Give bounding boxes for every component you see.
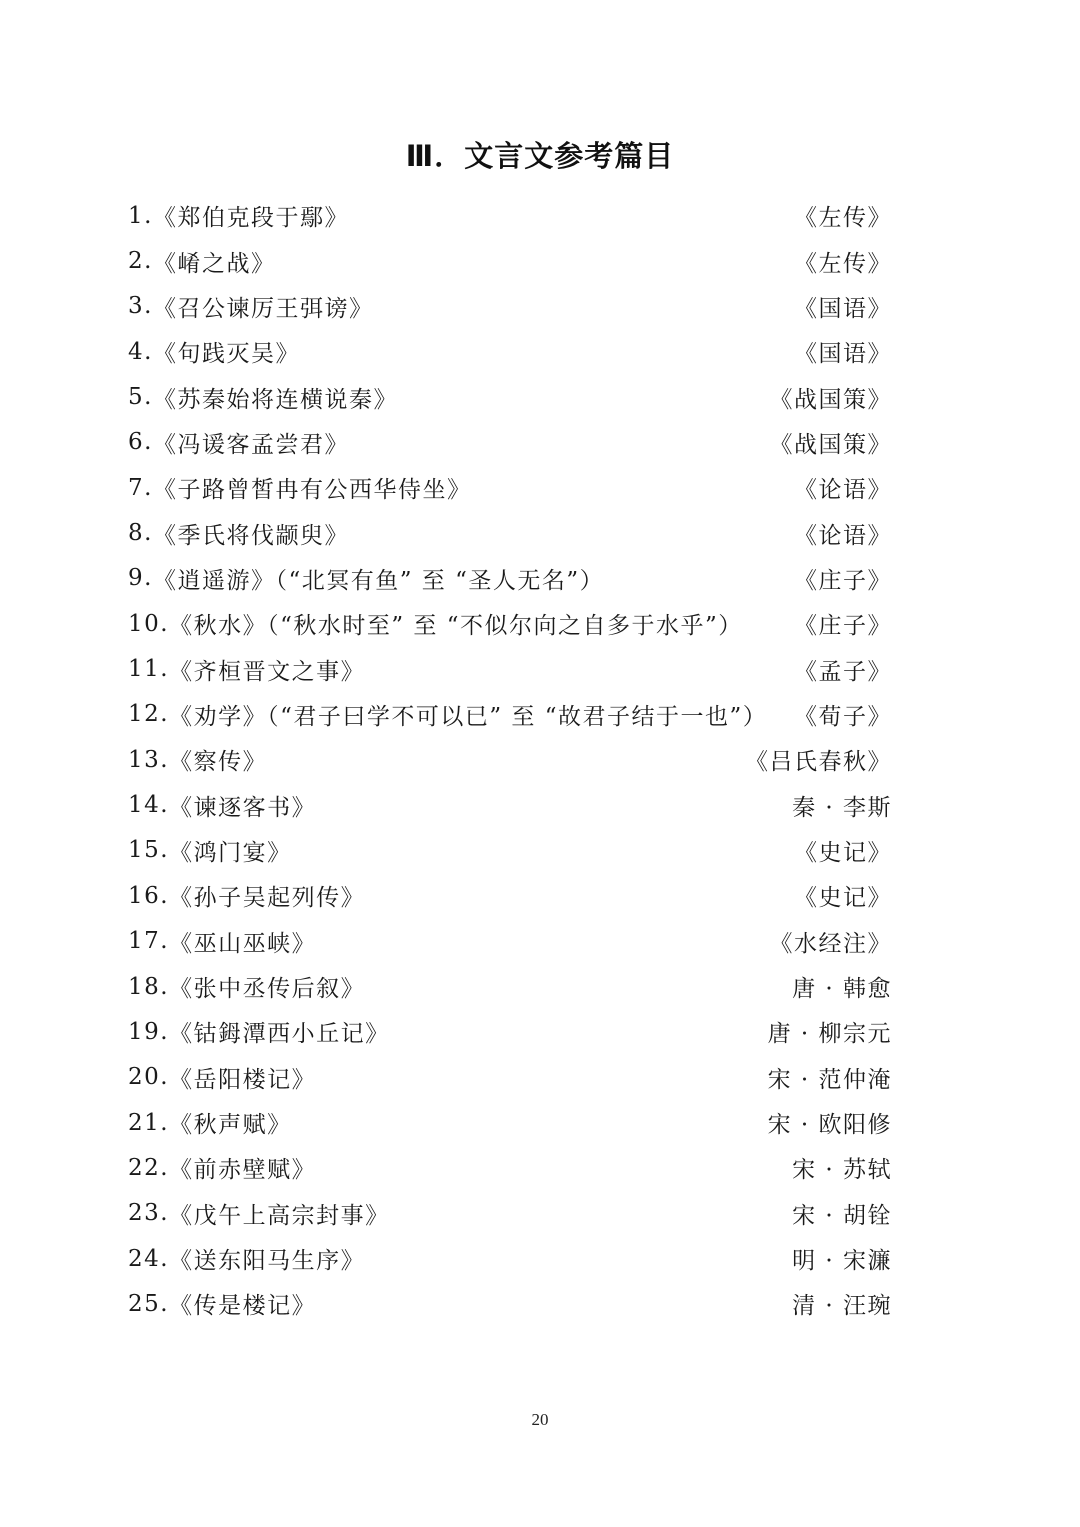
list-item-number: 11. bbox=[128, 656, 170, 683]
list-item-number: 8. bbox=[128, 520, 153, 547]
list-item-entry bbox=[128, 290, 373, 323]
list-item-title: 《秋水》（“秋水时至” 至 “不似尔向之自多于水乎”） bbox=[169, 613, 743, 640]
list-item-number: 7. bbox=[128, 474, 153, 501]
list-item-title: 《岳阳楼记》 bbox=[169, 1066, 317, 1093]
list-item-number: 16. bbox=[128, 882, 170, 909]
list-item-source: 《孟子》 bbox=[794, 658, 892, 685]
list-item bbox=[128, 420, 892, 465]
list-item-entry bbox=[128, 743, 267, 776]
list-item-source: 唐 · 柳宗元 bbox=[767, 1021, 892, 1048]
list-item-entry bbox=[128, 1242, 365, 1275]
list-item-number: 25. bbox=[128, 1290, 170, 1317]
list-item-source: 《论语》 bbox=[794, 522, 892, 549]
list-item-number: 15. bbox=[128, 837, 170, 864]
page-number: 20 bbox=[531, 1410, 549, 1429]
list-item-entry bbox=[128, 789, 316, 822]
list-item-source: 《战国策》 bbox=[769, 431, 892, 458]
list-item bbox=[128, 873, 892, 918]
reading-list bbox=[128, 193, 892, 1327]
list-item-source: 宋 · 欧阳修 bbox=[767, 1112, 892, 1139]
list-item-source: 《左传》 bbox=[794, 250, 892, 277]
list-item-entry bbox=[128, 245, 275, 278]
list-item-entry bbox=[128, 834, 292, 867]
list-item-number: 22. bbox=[128, 1154, 170, 1181]
list-item bbox=[128, 601, 892, 646]
list-item-source: 唐 · 韩愈 bbox=[792, 976, 892, 1003]
list-item-entry bbox=[128, 517, 349, 550]
list-item-number: 9. bbox=[128, 565, 153, 592]
list-item-source: 《史记》 bbox=[794, 839, 892, 866]
list-item-title: 《郑伯克段于鄢》 bbox=[152, 205, 349, 232]
list-item-entry bbox=[128, 925, 316, 958]
list-item-title: 《劝学》（“君子曰学不可以已” 至 “故君子结于一也”） bbox=[169, 703, 768, 730]
list-item-title: 《传是楼记》 bbox=[169, 1293, 317, 1320]
list-item bbox=[128, 510, 892, 555]
list-item bbox=[128, 646, 892, 691]
list-item-source: 《战国策》 bbox=[769, 386, 892, 413]
list-item-entry bbox=[128, 199, 349, 232]
list-item-title: 《孙子吴起列传》 bbox=[169, 885, 366, 912]
list-item-number: 4. bbox=[128, 338, 153, 365]
list-item-entry bbox=[128, 471, 471, 504]
list-item bbox=[128, 737, 892, 782]
list-item-number: 21. bbox=[128, 1109, 170, 1136]
list-item-source: 《荀子》 bbox=[794, 703, 892, 730]
list-item-source: 《国语》 bbox=[794, 295, 892, 322]
list-item bbox=[128, 238, 892, 283]
list-item-title: 《齐桓晋文之事》 bbox=[169, 658, 366, 685]
list-item-title: 《逍遥游》（“北冥有鱼” 至 “圣人无名”） bbox=[152, 567, 605, 594]
list-item-source: 《庄子》 bbox=[794, 567, 892, 594]
list-item-source: 《水经注》 bbox=[769, 930, 892, 957]
list-item-entry bbox=[128, 335, 300, 368]
list-item-number: 17. bbox=[128, 928, 170, 955]
list-item-number: 12. bbox=[128, 701, 170, 728]
list-item-number: 6. bbox=[128, 429, 153, 456]
list-item bbox=[128, 1145, 892, 1190]
list-item-title: 《召公谏厉王弭谤》 bbox=[152, 295, 374, 322]
list-item-entry bbox=[128, 970, 365, 1003]
list-item-title: 《察传》 bbox=[169, 749, 268, 776]
list-item-source: 秦 · 李斯 bbox=[792, 794, 892, 821]
list-item-source: 《论语》 bbox=[794, 477, 892, 504]
list-item-title: 《钴鉧潭西小丘记》 bbox=[169, 1021, 390, 1048]
list-item-number: 1. bbox=[128, 202, 153, 229]
list-item-entry bbox=[128, 653, 365, 686]
page-title: Ⅲ．文言文参考篇目 bbox=[405, 139, 675, 173]
list-item-title: 《冯谖客孟尝君》 bbox=[152, 431, 349, 458]
list-item-number: 3. bbox=[128, 293, 153, 320]
list-item-entry bbox=[128, 1197, 390, 1230]
list-item-entry bbox=[128, 1061, 316, 1094]
list-item-title: 《戊午上高宗封事》 bbox=[169, 1202, 390, 1229]
list-item bbox=[128, 828, 892, 873]
list-item bbox=[128, 465, 892, 510]
list-item-number: 18. bbox=[128, 973, 170, 1000]
list-item-number: 24. bbox=[128, 1245, 170, 1272]
list-item bbox=[128, 1009, 892, 1054]
list-item bbox=[128, 1281, 892, 1326]
list-item-title: 《前赤壁赋》 bbox=[169, 1157, 317, 1184]
list-item-title: 《崤之战》 bbox=[152, 250, 276, 277]
list-item-entry bbox=[128, 1015, 390, 1048]
list-item bbox=[128, 1236, 892, 1281]
list-item-number: 19. bbox=[128, 1018, 170, 1045]
list-item-title: 《子路曾皙冉有公西华侍坐》 bbox=[152, 477, 472, 504]
list-item bbox=[128, 193, 892, 238]
list-item-title: 《句践灭吴》 bbox=[152, 341, 300, 368]
list-item-source: 宋 · 苏轼 bbox=[792, 1157, 892, 1184]
list-item-number: 13. bbox=[128, 746, 170, 773]
list-item bbox=[128, 329, 892, 374]
list-item-entry bbox=[128, 698, 767, 731]
list-item-title: 《季氏将伐颛臾》 bbox=[152, 522, 349, 549]
list-item-number: 5. bbox=[128, 384, 153, 411]
list-item-number: 20. bbox=[128, 1064, 170, 1091]
list-item-source: 《左传》 bbox=[794, 205, 892, 232]
list-item-entry bbox=[128, 381, 398, 414]
list-item bbox=[128, 1100, 892, 1145]
list-item-source: 《国语》 bbox=[794, 341, 892, 368]
list-item-source: 宋 · 胡铨 bbox=[792, 1202, 892, 1229]
list-item bbox=[128, 1055, 892, 1100]
list-item-title: 《秋声赋》 bbox=[169, 1112, 292, 1139]
list-item-title: 《张中丞传后叙》 bbox=[169, 976, 366, 1003]
list-item-entry bbox=[128, 1287, 316, 1320]
list-item bbox=[128, 1191, 892, 1236]
list-item bbox=[128, 692, 892, 737]
list-item bbox=[128, 374, 892, 419]
list-item bbox=[128, 964, 892, 1009]
list-item-source: 《史记》 bbox=[794, 885, 892, 912]
list-item-title: 《鸿门宴》 bbox=[169, 839, 292, 866]
list-item-number: 14. bbox=[128, 792, 170, 819]
list-item-title: 《苏秦始将连横说秦》 bbox=[152, 386, 398, 413]
list-item bbox=[128, 556, 892, 601]
list-item-number: 2. bbox=[128, 248, 153, 275]
list-item-entry bbox=[128, 1151, 316, 1184]
list-item-entry bbox=[128, 1106, 292, 1139]
list-item-source: 清 · 汪琬 bbox=[792, 1293, 892, 1320]
list-item-entry bbox=[128, 562, 604, 595]
list-item-source: 《吕氏春秋》 bbox=[745, 749, 892, 776]
list-item-title: 《巫山巫峡》 bbox=[169, 930, 317, 957]
list-item bbox=[128, 919, 892, 964]
list-item-number: 23. bbox=[128, 1200, 170, 1227]
list-item-title: 《送东阳马生序》 bbox=[169, 1248, 366, 1275]
list-item bbox=[128, 284, 892, 329]
list-item-entry bbox=[128, 426, 349, 459]
list-item-source: 《庄子》 bbox=[794, 613, 892, 640]
list-item-source: 明 · 宋濂 bbox=[792, 1248, 892, 1275]
list-item-number: 10. bbox=[128, 610, 170, 637]
list-item bbox=[128, 782, 892, 827]
list-item-source: 宋 · 范仲淹 bbox=[767, 1066, 892, 1093]
list-item-entry bbox=[128, 879, 365, 912]
list-item-title: 《谏逐客书》 bbox=[169, 794, 317, 821]
list-item-entry bbox=[128, 607, 743, 640]
